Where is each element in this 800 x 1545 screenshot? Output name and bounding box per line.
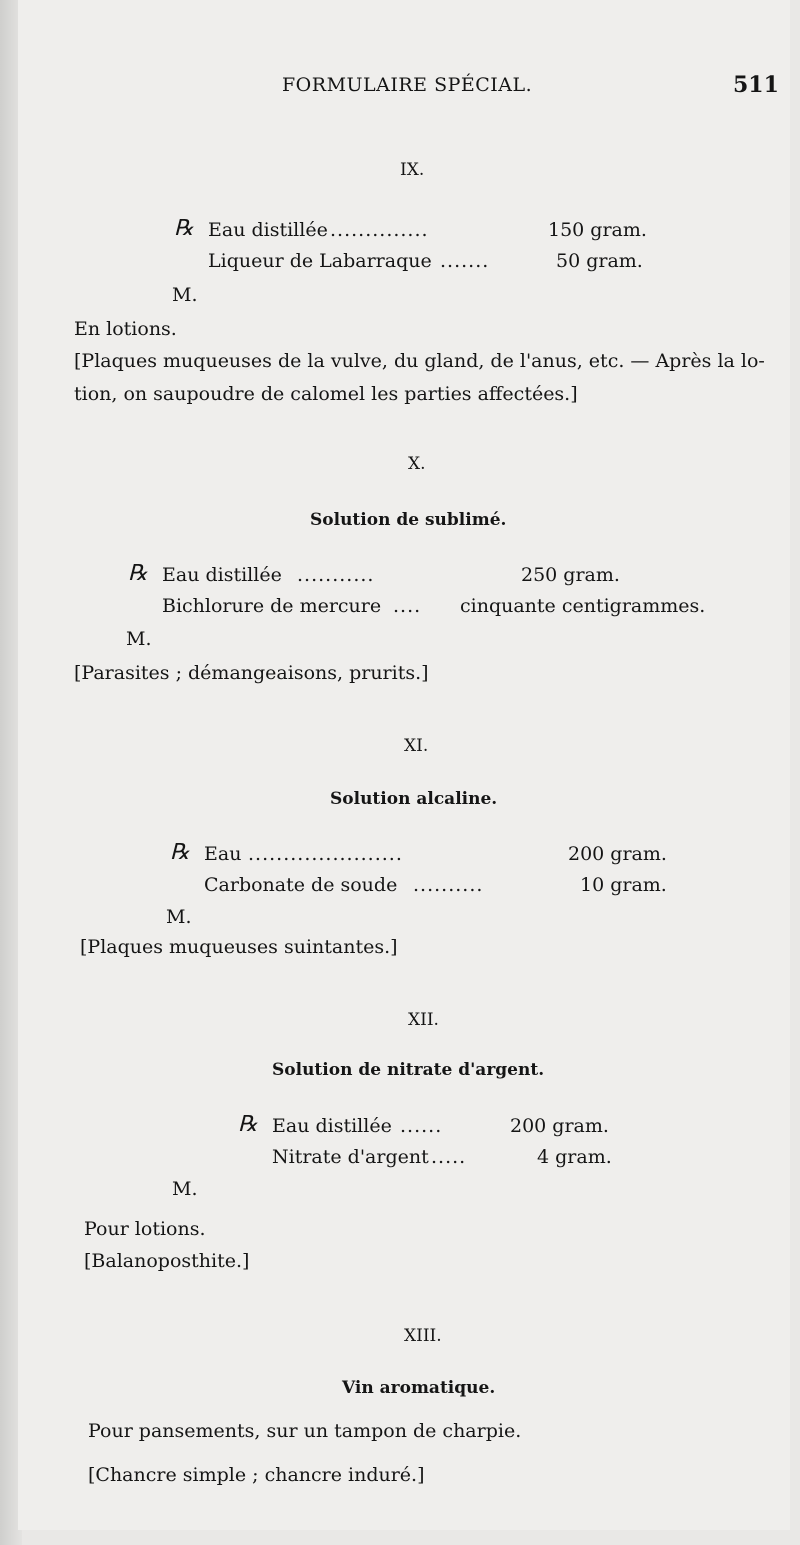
formula-xii-ingredient-1-dots: ...... [400, 1115, 443, 1137]
formula-x-ingredient-1-dots: ........... [297, 564, 375, 586]
formula-xi-note: [Plaques muqueuses suintantes.] [80, 936, 398, 958]
formula-xii-usage: Pour lotions. [84, 1218, 206, 1240]
formula-xi-ingredient-2-qty: 10 gram. [580, 874, 667, 896]
formula-xiii-title: Vin aromatique. [342, 1378, 496, 1398]
formula-xii-title: Solution de nitrate d'argent. [272, 1060, 545, 1080]
formula-xii-rx-icon: ℞ [238, 1112, 258, 1137]
formula-xiii-note: [Chancre simple ; chancre induré.] [88, 1464, 425, 1486]
formula-x-rx-icon: ℞ [128, 561, 148, 586]
formula-xiii-numeral: XIII. [404, 1326, 442, 1346]
formula-ix-numeral: IX. [400, 160, 425, 180]
formula-x-ingredient-1-name: Eau distillée [162, 564, 282, 586]
formula-x-ingredient-1-qty: 250 gram. [521, 564, 620, 586]
formula-x-note: [Parasites ; démangeaisons, prurits.] [74, 662, 429, 684]
formula-ix-mix: M. [172, 284, 198, 306]
formula-xi-ingredient-2-name: Carbonate de soude [204, 874, 398, 896]
formula-xi-ingredient-1-name: Eau [204, 843, 242, 865]
formula-x-ingredient-2-dots: .... [393, 595, 422, 617]
formula-xii-ingredient-2-dots: ..... [431, 1146, 467, 1168]
formula-ix-ingredient-2-qty: 50 gram. [556, 250, 643, 272]
formula-xi-rx-icon: ℞ [170, 840, 190, 865]
formula-xiii-usage: Pour pansements, sur un tampon de charpie. [88, 1420, 522, 1442]
formula-x-ingredient-2-name: Bichlorure de mercure [162, 595, 382, 617]
page-number: 511 [733, 72, 779, 98]
formula-xi-numeral: XI. [404, 736, 429, 756]
formula-ix-ingredient-1-qty: 150 gram. [548, 219, 647, 241]
formula-xii-numeral: XII. [408, 1010, 439, 1030]
formula-xii-ingredient-1-name: Eau distillée [272, 1115, 392, 1137]
formula-ix-rx-icon: ℞ [174, 216, 194, 241]
formula-xii-ingredient-1-qty: 200 gram. [510, 1115, 609, 1137]
formula-xi-mix: M. [166, 906, 192, 928]
running-title: FORMULAIRE SPÉCIAL. [282, 74, 533, 96]
formula-x-mix: M. [126, 628, 152, 650]
formula-ix-ingredient-2-dots: ....... [440, 250, 490, 272]
formula-ix-note-line-1: [Plaques muqueuses de la vulve, du gland, de l'anus, etc. — Après la lo- [74, 350, 765, 372]
formula-ix-ingredient-2-name: Liqueur de Labarraque [208, 250, 432, 272]
formula-xi-title: Solution alcaline. [330, 789, 498, 809]
formula-ix-usage: En lotions. [74, 318, 177, 340]
formula-xii-ingredient-2-qty: 4 gram. [537, 1146, 612, 1168]
formula-ix-ingredient-1-dots: .............. [330, 219, 429, 241]
formula-xii-ingredient-2-name: Nitrate d'argent [272, 1146, 429, 1168]
formula-xii-mix: M. [172, 1178, 198, 1200]
formula-xi-ingredient-1-dots: ...................... [248, 843, 403, 865]
formula-ix-note-line-2: tion, on saupoudre de calomel les parties affectées.] [74, 383, 578, 405]
formula-xii-note: [Balanoposthite.] [84, 1250, 250, 1272]
formula-x-ingredient-2-qty: cinquante centigrammes. [460, 595, 706, 617]
formula-ix-ingredient-1-name: Eau distillée [208, 219, 328, 241]
formula-xi-ingredient-2-dots: .......... [413, 874, 484, 896]
formula-xi-ingredient-1-qty: 200 gram. [568, 843, 667, 865]
formula-x-numeral: X. [408, 454, 426, 474]
formula-x-title: Solution de sublimé. [310, 510, 507, 530]
